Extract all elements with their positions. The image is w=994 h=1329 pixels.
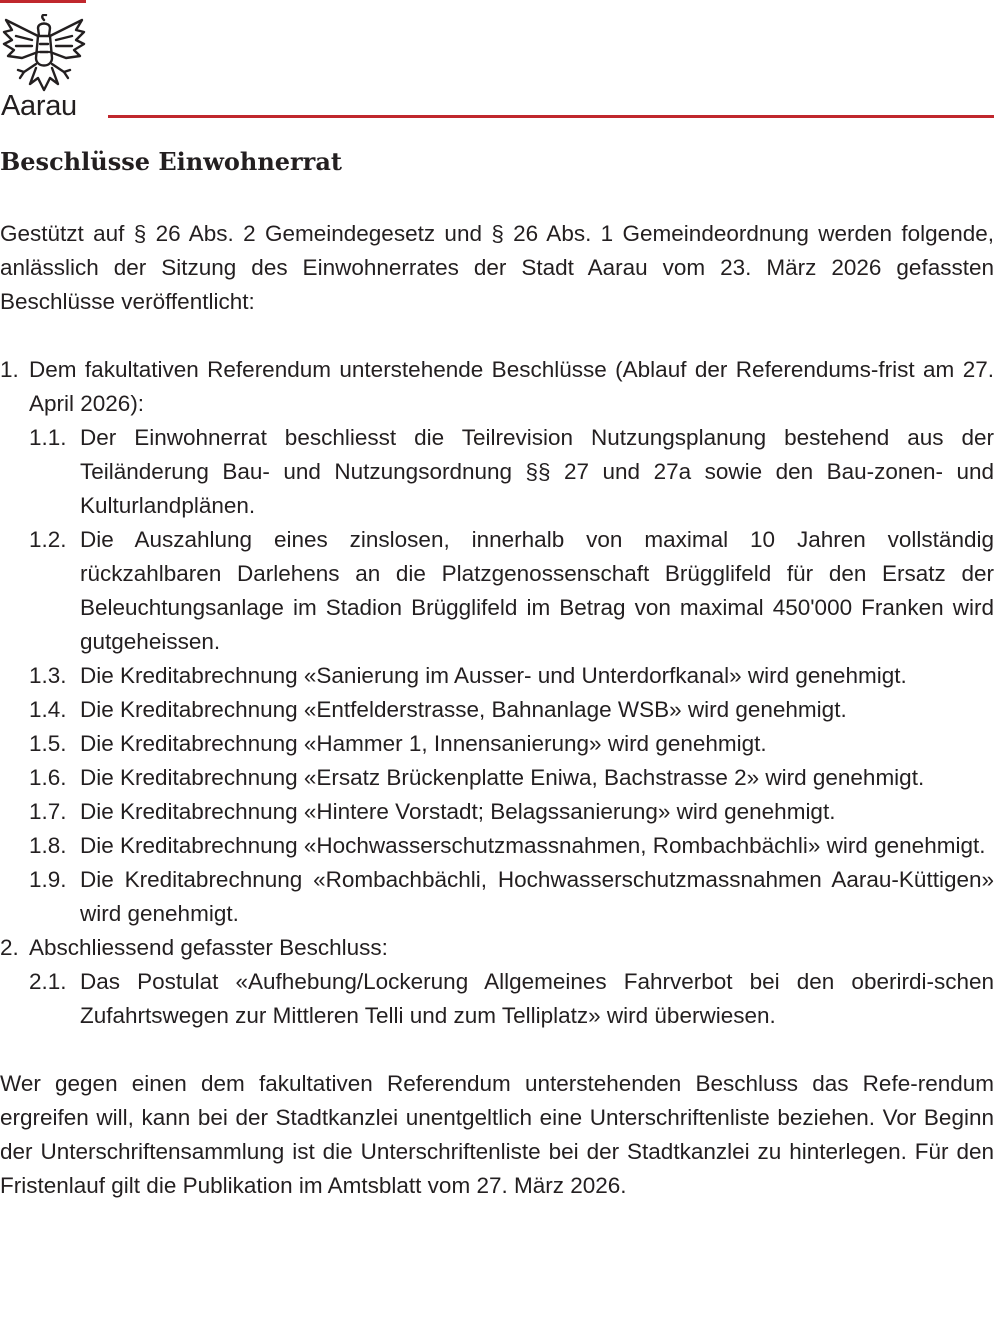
item-text: Die Kreditabrechnung «Ersatz Brückenplatte Eniwa, Bachstrasse 2» wird genehmigt. xyxy=(80,765,925,790)
section-text: Dem fakultativen Referendum unterstehende Beschlüsse (Ablauf der Referendums-frist am 27. April 2026): xyxy=(29,357,994,416)
item-number: 1.9. xyxy=(29,867,67,892)
section-text: Abschliessend gefasster Beschluss: xyxy=(29,935,388,960)
item-text: Die Kreditabrechnung «Rombachbächli, Hochwasserschutzmassnahmen Aarau-Küttigen» wird genehmigt. xyxy=(80,867,994,926)
item-number: 1.8. xyxy=(29,833,67,858)
section-1 xyxy=(0,353,994,421)
list-item xyxy=(0,523,994,659)
item-text: Das Postulat «Aufhebung/Lockerung Allgemeines Fahrverbot bei den oberirdi-schen Zufahrtswegen zur Mittleren Telli und zum Telliplatz» wird überwiesen. xyxy=(80,969,994,1028)
document-body xyxy=(0,217,994,1203)
item-number: 1.7. xyxy=(29,799,67,824)
item-text: Die Kreditabrechnung «Entfelderstrasse, Bahnanlage WSB» wird genehmigt. xyxy=(80,697,847,722)
list-item xyxy=(0,727,994,761)
page-title: Beschlüsse Einwohnerrat xyxy=(0,147,342,176)
item-number: 1.6. xyxy=(29,765,67,790)
item-number: 1.3. xyxy=(29,663,67,688)
list-item xyxy=(0,659,994,693)
item-number: 1.1. xyxy=(29,425,67,450)
eagle-crest-icon xyxy=(2,14,86,92)
item-text: Die Kreditabrechnung «Hochwasserschutzmassnahmen, Rombachbächli» wird genehmigt. xyxy=(80,833,986,858)
item-number: 1.4. xyxy=(29,697,67,722)
list-item xyxy=(0,965,994,1033)
city-name: Aarau xyxy=(1,90,77,122)
item-number: 1.5. xyxy=(29,731,67,756)
list-item xyxy=(0,795,994,829)
item-number: 2.1. xyxy=(29,969,67,994)
list-item xyxy=(0,829,994,863)
list-item xyxy=(0,421,994,523)
page-header xyxy=(0,0,994,125)
section-number: 2. xyxy=(0,935,19,960)
item-text: Die Kreditabrechnung «Sanierung im Ausser- und Unterdorfkanal» wird genehmigt. xyxy=(80,663,907,688)
list-item xyxy=(0,863,994,931)
item-text: Der Einwohnerrat beschliesst die Teilrevision Nutzungsplanung bestehend aus der Teiländerung Bau- und Nutzungsordnung §§ 27 und 27a sowie den Bau-zonen- und Kulturlandplänen. xyxy=(80,425,994,518)
closing-paragraph: Wer gegen einen dem fakultativen Referendum unterstehenden Beschluss das Refe-rendum ergreifen will, kann bei der Stadtkanzlei unentgeltlich eine Unterschriftenliste beziehen. Vor Beginn der Unterschriftensammlung ist die Unterschriftenliste bei der Stadtkanzlei zu hinterlegen. Für den Fristenlauf gilt die Publikation im Amtsblatt vom 27. März 2026. xyxy=(0,1071,994,1198)
item-text: Die Kreditabrechnung «Hammer 1, Innensanierung» wird genehmigt. xyxy=(80,731,767,756)
item-text: Die Kreditabrechnung «Hintere Vorstadt; Belagssanierung» wird genehmigt. xyxy=(80,799,836,824)
top-accent-line xyxy=(0,0,86,3)
header-divider-line xyxy=(108,115,994,118)
section-number: 1. xyxy=(0,357,19,382)
list-item xyxy=(0,693,994,727)
list-item xyxy=(0,761,994,795)
intro-paragraph: Gestützt auf § 26 Abs. 2 Gemeindegesetz und § 26 Abs. 1 Gemeindeordnung werden folgende, anlässlich der Sitzung des Einwohnerrates der Stadt Aarau vom 23. März 2026 gefassten Beschlüsse veröffentlicht: xyxy=(0,221,994,314)
item-text: Die Auszahlung eines zinslosen, innerhalb von maximal 10 Jahren vollständig rückzahlbaren Darlehens an die Platzgenossenschaft Brügglifeld für den Ersatz der Beleuchtungsanlage im Stadion Brügglifeld im Betrag von maximal 450'000 Franken wird gutgeheissen. xyxy=(80,527,994,654)
section-2 xyxy=(0,931,994,965)
item-number: 1.2. xyxy=(29,527,67,552)
